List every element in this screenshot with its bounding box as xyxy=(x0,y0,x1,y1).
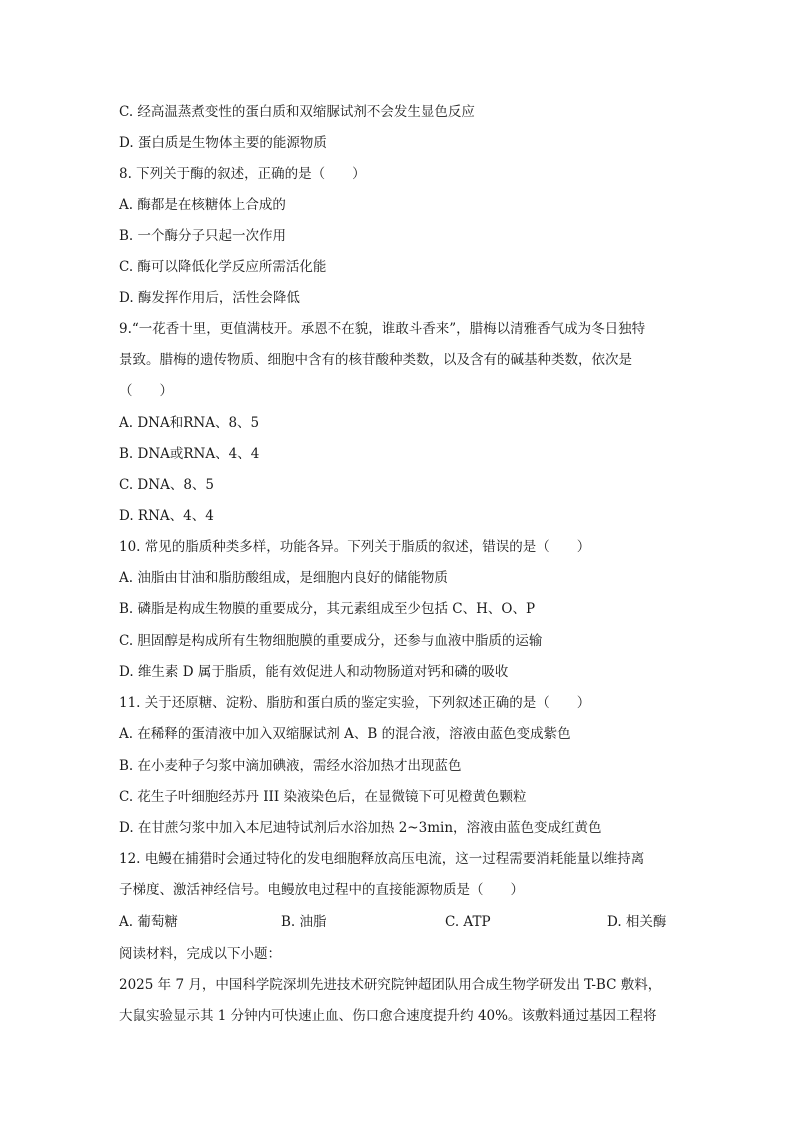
q12-option-d: D. 相关酶 xyxy=(607,914,667,930)
q8-option-d: D. 酶发挥作用后，活性会降低 xyxy=(119,290,300,306)
q7-option-c: C. 经高温蒸煮变性的蛋白质和双缩脲试剂不会发生显色反应 xyxy=(119,104,475,120)
q7-option-d: D. 蛋白质是生物体主要的能源物质 xyxy=(119,135,327,151)
q12-stem-line1: 12. 电鳗在捕猎时会通过特化的发电细胞释放高压电流，这一过程需要消耗能量以维持离 xyxy=(119,851,645,867)
q12-options-row xyxy=(119,916,679,932)
q10-option-b: B. 磷脂是构成生物膜的重要成分，其元素组成至少包括 C、H、O、P xyxy=(119,601,536,617)
q11-option-a: A. 在稀释的蛋清液中加入双缩脲试剂 A、B 的混合液，溶液由蓝色变成紫色 xyxy=(119,726,571,742)
q8-option-a: A. 酶都是在核糖体上合成的 xyxy=(119,197,286,213)
q12-option-b: B. 油脂 xyxy=(281,914,327,930)
q10-option-c: C. 胆固醇是构成所有生物细胞膜的重要成分，还参与血液中脂质的运输 xyxy=(119,633,543,649)
q8-option-c: C. 酶可以降低化学反应所需活化能 xyxy=(119,259,327,275)
q9-stem-line2: 景致。腊梅的遗传物质、细胞中含有的核苷酸种类数，以及含有的碱基种类数，依次是 xyxy=(119,352,632,368)
q9-option-c: C. DNA、8、5 xyxy=(119,477,214,493)
q8-option-b: B. 一个酶分子只起一次作用 xyxy=(119,228,287,244)
q9-stem-line1: 9.“一花香十里，更值满枝开。承恩不在貌，谁敢斗香来”，腊梅以清雅香气成为冬日独特 xyxy=(119,321,646,337)
q11-option-d: D. 在甘蔗匀浆中加入本尼迪特试剂后水浴加热 2~3min，溶液由蓝色变成红黄色 xyxy=(119,820,602,836)
q10-option-a: A. 油脂由甘油和脂肪酸组成，是细胞内良好的储能物质 xyxy=(119,570,448,586)
q9-option-d: D. RNA、4、4 xyxy=(119,508,214,524)
q12-stem-line2: 子梯度、激活神经信号。电鳗放电过程中的直接能源物质是（ ） xyxy=(119,882,524,898)
q12-option-c: C. ATP xyxy=(445,914,491,930)
material-line2: 大鼠实验显示其 1 分钟内可快速止血、伤口愈合速度提升约 40%。该敷料通过基因工程将 xyxy=(119,1008,657,1024)
q9-stem-line3: （ ） xyxy=(119,383,173,399)
q12-option-a: A. 葡萄糖 xyxy=(119,914,178,930)
q11-option-c: C. 花生子叶细胞经苏丹 III 染液染色后，在显微镜下可见橙黄色颗粒 xyxy=(119,789,527,805)
material-line1: 2025 年 7 月，中国科学院深圳先进技术研究院钟超团队用合成生物学研发出 T-BC 敷料， xyxy=(119,977,662,993)
reading-instruction: 阅读材料，完成以下小题： xyxy=(119,946,281,962)
q8-stem: 8. 下列关于酶的叙述，正确的是（ ） xyxy=(119,166,366,182)
q11-stem: 11. 关于还原糖、淀粉、脂肪和蛋白质的鉴定实验，下列叙述正确的是（ ） xyxy=(119,695,591,711)
q10-stem: 10. 常见的脂质种类多样，功能各异。下列关于脂质的叙述，错误的是（ ） xyxy=(119,539,591,555)
q11-option-b: B. 在小麦种子匀浆中滴加碘液，需经水浴加热才出现蓝色 xyxy=(119,758,462,774)
q9-option-b: B. DNA或RNA、4、4 xyxy=(119,446,260,462)
q9-option-a: A. DNA和RNA、8、5 xyxy=(119,415,260,431)
q10-option-d: D. 维生素 D 属于脂质，能有效促进人和动物肠道对钙和磷的吸收 xyxy=(119,664,509,680)
